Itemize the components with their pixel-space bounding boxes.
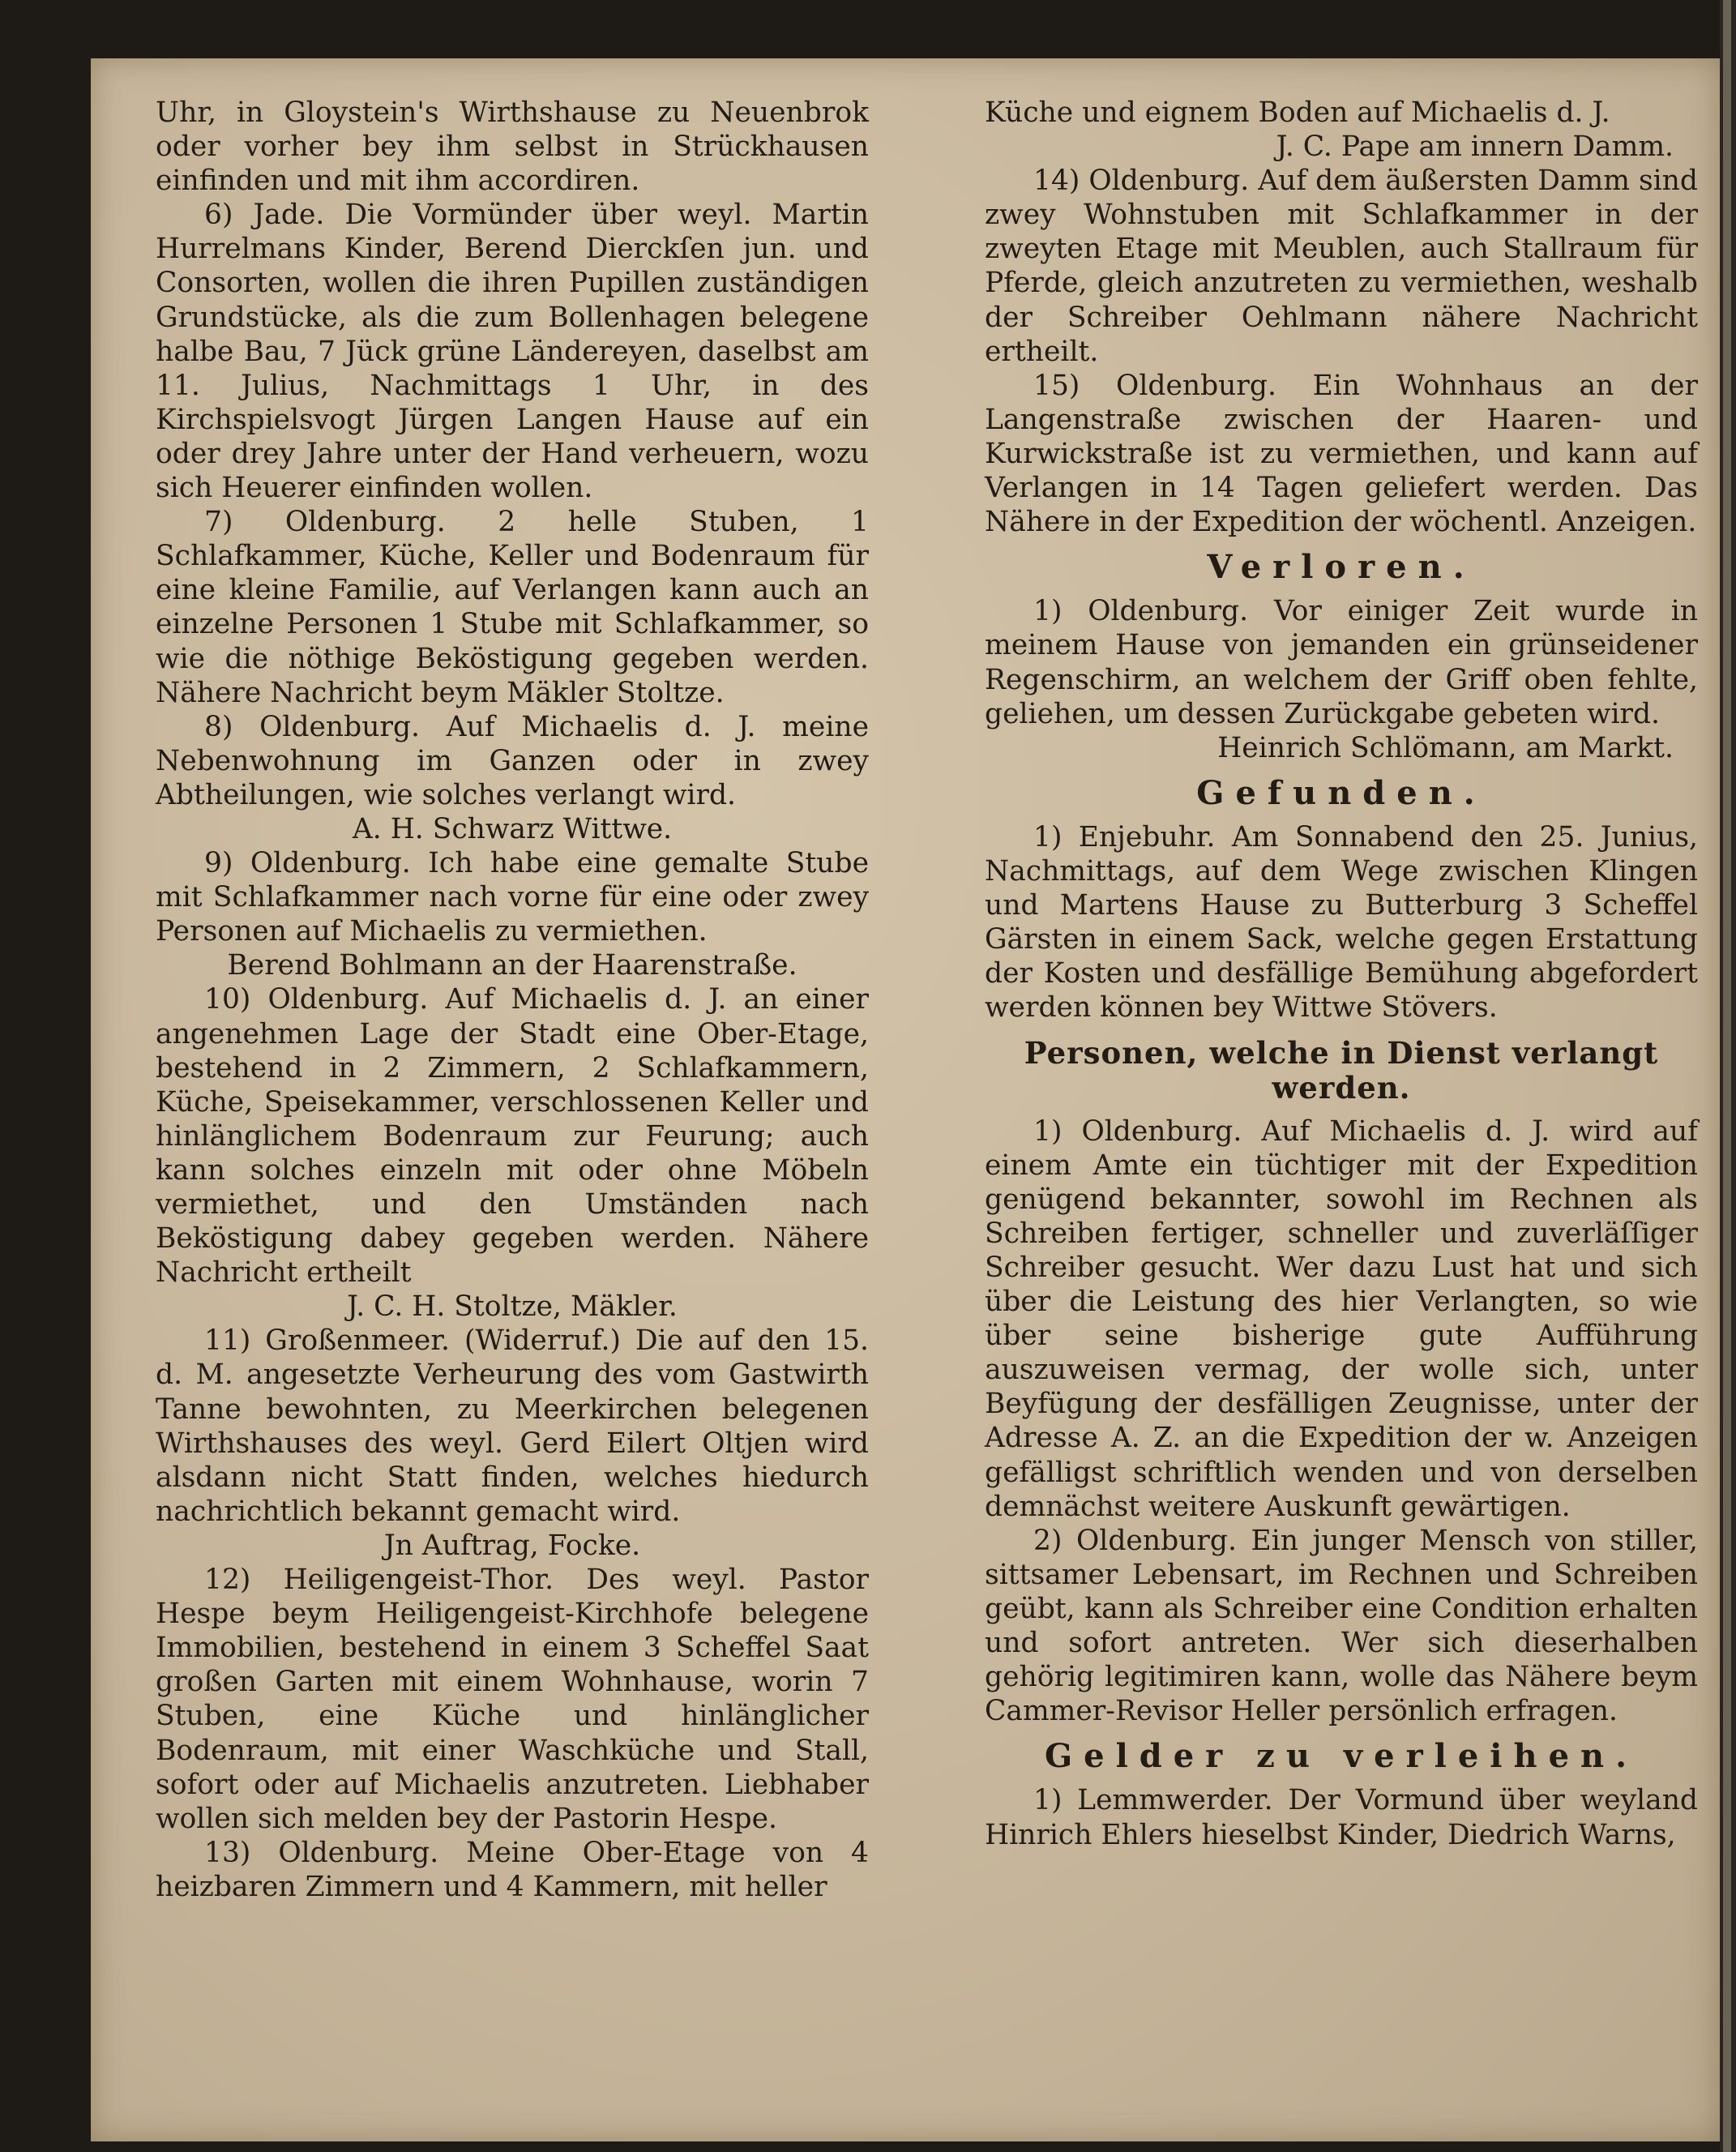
section-heading: Personen, welche in Dienst verlangt werden. (1024, 1035, 1659, 1106)
section-heading: Verloren. (1207, 548, 1476, 587)
signature-line: Jn Auftrag, Focke. (383, 1529, 641, 1562)
left-column (156, 96, 869, 1904)
notice-paragraph: 14) Oldenburg. Auf dem äußersten Damm sind zwey Wohnstuben mit Schlafkammer in der zweyten Etage mit Meublen, auch Stallraum für Pferde, gleich anzutreten zu vermiethen, weshalb der Schreiber Oehlmann nähere Nachricht ertheilt. (985, 165, 1698, 368)
section-heading: Gelder zu verleihen. (1044, 1737, 1639, 1776)
notice-paragraph: Uhr, in Gloystein's Wirthshause zu Neuenbrok oder vorher bey ihm selbst in Strückhausen einfinden und mit ihm accordiren. (156, 96, 869, 198)
binding-strip (1723, 0, 1731, 2152)
signature-line: A. H. Schwarz Wittwe. (352, 812, 673, 845)
notice-paragraph: 13) Oldenburg. Meine Ober-Etage von 4 heizbaren Zimmern und 4 Kammern, mit heller (156, 1836, 869, 1903)
signature-line: Berend Bohlmann an der Haarenstraße. (227, 949, 797, 982)
notice-paragraph: 15) Oldenburg. Ein Wohnhaus an der Langenstraße zwischen der Haaren- und Kurwickstraße ist zu vermiethen, und kann auf Verlangen in 14 Tagen geliefert werden. Das Nähere in der Expedition der wöchentl. Anzeigen. (985, 369, 1698, 539)
notice-paragraph: 1) Oldenburg. Vor einiger Zeit wurde in meinem Hause von jemanden ein grünseidener Regenschirm, an welchem der Griff oben fehlte, geliehen, um dessen Zurückgabe gebeten wird. (985, 595, 1698, 730)
notice-paragraph: 10) Oldenburg. Auf Michaelis d. J. an einer angenehmen Lage der Stadt eine Ober-Etage, bestehend in 2 Zimmern, 2 Schlafkammern, Küche, Speisekammer, verschlossenen Keller und hinlänglichem Bodenraum zur Feurung; auch kann solches einzeln mit oder ohne Möbeln vermiethet, und den Umständen nach Beköstigung dabey gegeben werden. Nähere Nachricht ertheilt (156, 983, 869, 1290)
notice-paragraph: 11) Großenmeer. (Widerruf.) Die auf den 15. d. M. angesetzte Verheurung des vom Gastwirth Tanne bewohnten, zu Meerkirchen belegenen Wirthshauses des weyl. Gerd Eilert Oltjen wird alsdann nicht Statt finden, welches hiedurch nachrichtlich bekannt gemacht wird. (156, 1324, 869, 1528)
notice-paragraph: 8) Oldenburg. Auf Michaelis d. J. meine Nebenwohnung im Ganzen oder in zwey Abtheilungen, wie solches verlangt wird. (156, 710, 869, 811)
notice-paragraph: 7) Oldenburg. 2 helle Stuben, 1 Schlafkammer, Küche, Keller und Bodenraum für eine kleine Familie, auf Verlangen kann auch an einzelne Personen 1 Stube mit Schlafkammer, so wie die nöthige Beköstigung gegeben werden. Nähere Nachricht beym Mäkler Stoltze. (156, 506, 869, 709)
notice-paragraph: 1) Oldenburg. Auf Michaelis d. J. wird auf einem Amte ein tüchtiger mit der Expedition genügend bekannter, sowohl im Rechnen als Schreiben fertiger, schneller und zuverläſſiger Schreiber gesucht. Wer dazu Lust hat und sich über die Leistung des hier Verlangten, so wie über seine bisherige gute Aufführung auszuweisen vermag, der wolle sich, unter Beyfügung der desfälligen Zeugnisse, unter der Adresse A. Z. an die Expedition der w. Anzeigen gefälligst schriftlich wenden und von derselben demnächst weitere Auskunft gewärtigen. (985, 1115, 1698, 1523)
notice-paragraph: 1) Lemmwerder. Der Vormund über weyland Hinrich Ehlers hieselbst Kinder, Diedrich Warns, (985, 1784, 1698, 1851)
signature-line: Heinrich Schlömann, am Markt. (1217, 731, 1674, 764)
notice-paragraph: 9) Oldenburg. Ich habe eine gemalte Stube mit Schlafkammer nach vorne für eine oder zwey Personen auf Michaelis zu vermiethen. (156, 847, 869, 948)
signature-line: J. C. Pape am innern Damm. (1276, 130, 1674, 164)
right-column (985, 96, 1698, 1852)
notice-paragraph: 1) Enjebuhr. Am Sonnabend den 25. Junius, Nachmittags, auf dem Wege zwischen Klingen und Martens Hause zu Butterburg 3 Scheffel Gärsten in einem Sack, welche gegen Erstattung der Kosten und desfällige Bemühung abgefordert werden können bey Wittwe Stövers. (985, 820, 1698, 1025)
notice-paragraph: 12) Heiligengeist-Thor. Des weyl. Pastor Hespe beym Heiligengeist-Kirchhofe belegene Immobilien, bestehend in einem 3 Scheffel Saat großen Garten mit einem Wohnhause, worin 7 Stuben, eine Küche und hinlänglicher Bodenraum, mit einer Waschküche und Stall, sofort oder auf Michaelis anzutreten. Liebhaber wollen sich melden bey der Pastorin Hespe. (156, 1564, 869, 1835)
notice-paragraph: 2) Oldenburg. Ein junger Mensch von stiller, sittsamer Lebensart, im Rechnen und Schreiben geübt, kann als Schreiber eine Condition erhalten und sofort antreten. Wer sich dieserhalben gehörig legitimiren kann, wolle das Nähere beym Cammer-Revisor Heller persönlich erfragen. (985, 1524, 1698, 1728)
page-edge (1720, 0, 1736, 2152)
notice-paragraph: Küche und eignem Boden auf Michaelis d. J. (985, 96, 1610, 129)
notice-paragraph: 6) Jade. Die Vormünder über weyl. Martin Hurrelmans Kinder, Berend Dierckſen jun. und Consorten, wollen die ihren Pupillen zuständigen Grundstücke, als die zum Bollenhagen belegene halbe Bau, 7 Jück grüne Ländereyen, daselbst am 11. Julius, Nachmittags 1 Uhr, in des Kirchspielsvogt Jürgen Langen Hause auf ein oder drey Jahre unter der Hand verheuern, wozu sich Heuerer einfinden wollen. (156, 199, 869, 505)
section-heading: Gefunden. (1196, 773, 1486, 812)
signature-line: J. C. H. Stoltze, Mäkler. (347, 1290, 678, 1324)
